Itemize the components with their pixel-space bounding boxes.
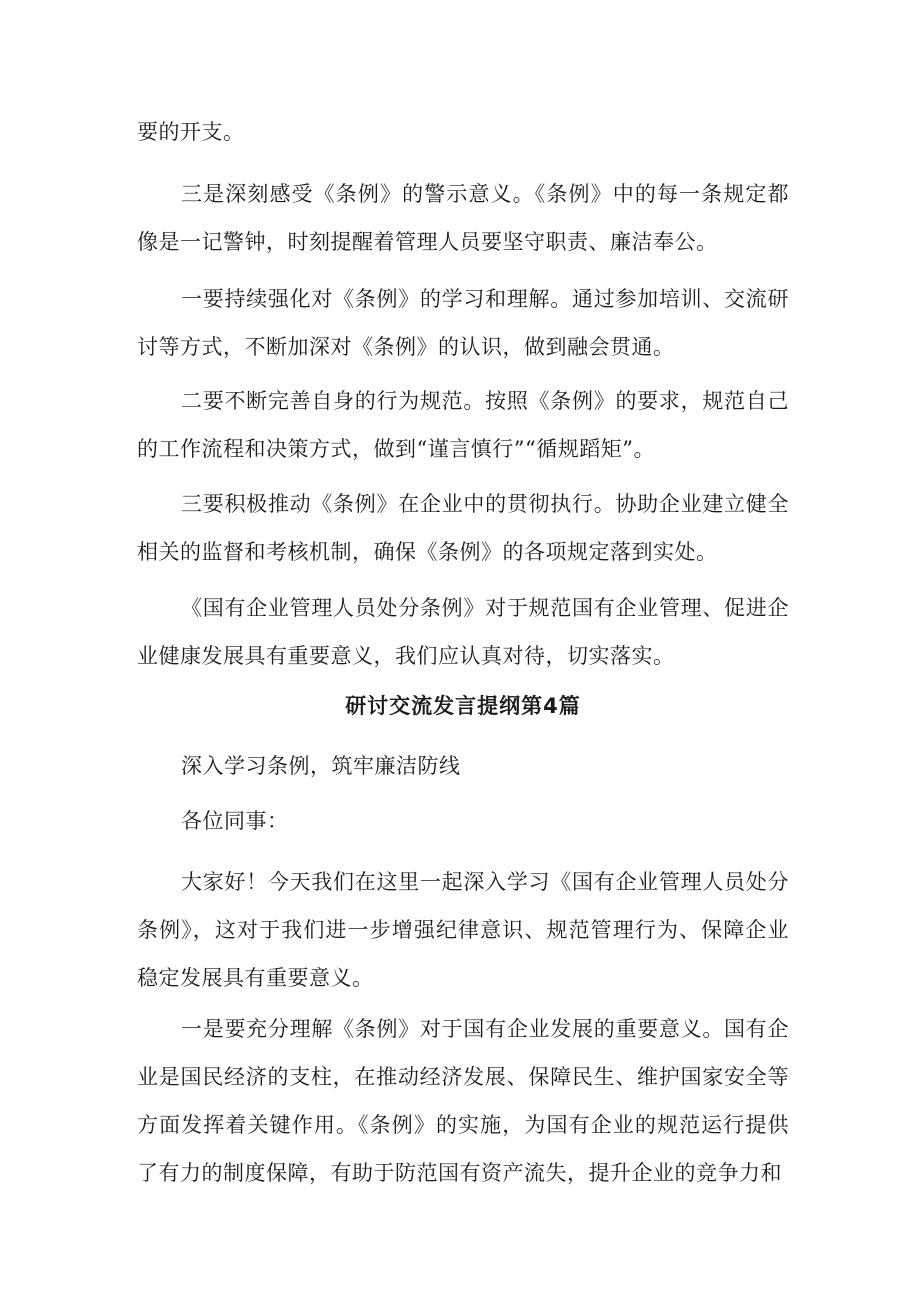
speech-title: 深入学习条例，筑牢廉洁防线 xyxy=(181,754,461,778)
paragraph-study-understanding: 一要持续强化对《条例》的学习和理解。通过参加培训、交流研讨等方式，不断加深对《条例》的认识，做到融会贯通。 xyxy=(137,287,789,359)
paragraph-continuation: 要的开支。 xyxy=(137,120,245,144)
paragraph-opening: 大家好！今天我们在这里一起深入学习《国有企业管理人员处分条例》，这对于我们进一步增强纪律意识、规范管理行为、保障企业稳定发展具有重要意义。 xyxy=(137,870,789,990)
paragraph-promote-implementation: 三要积极推动《条例》在企业中的贯彻执行。协助企业建立健全相关的监督和考核机制，确保《条例》的各项规定落到实处。 xyxy=(137,492,789,564)
paragraph-point-one: 一是要充分理解《条例》对于国有企业发展的重要意义。国有企业是国民经济的支柱，在推动经济发展、保障民生、维护国家安全等方面发挥着关键作用。《条例》的实施，为国有企业的规范运行提供了有力的制度保障，有助于防范国有资产流失，提升企业的竞争力和 xyxy=(137,1017,789,1185)
paragraph-warning-significance: 三是深刻感受《条例》的警示意义。《条例》中的每一条规定都像是一记警钟，时刻提醒着管理人员要坚守职责、廉洁奉公。 xyxy=(137,182,789,254)
salutation: 各位同事： xyxy=(181,809,289,833)
paragraph-behavior-norms: 二要不断完善自身的行为规范。按照《条例》的要求，规范自己的工作流程和决策方式，做到“谨言慎行”“循规蹈矩”。 xyxy=(137,389,789,461)
section-heading: 研讨交流发言提纲第4篇 xyxy=(345,694,581,718)
paragraph-conclusion: 《国有企业管理人员处分条例》对于规范国有企业管理、促进企业健康发展具有重要意义，我们应认真对待，切实落实。 xyxy=(137,596,789,668)
